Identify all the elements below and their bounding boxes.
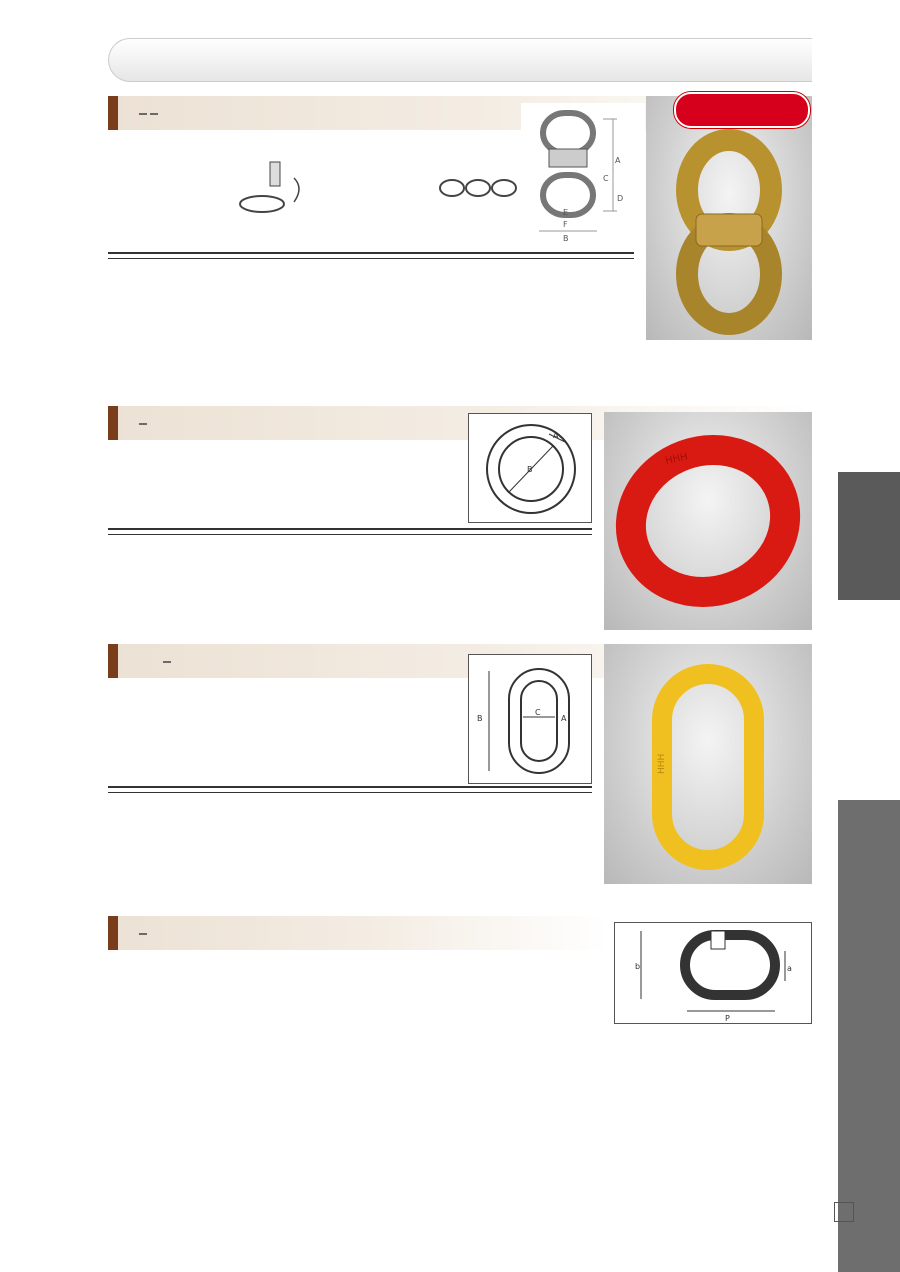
coupling-badge-ct xyxy=(139,113,147,115)
coupling-photo-svg xyxy=(646,96,812,340)
ring-label-b: B xyxy=(527,465,533,474)
coupling-col-f xyxy=(491,253,539,259)
master-label-b: B xyxy=(477,714,483,723)
ring-photo xyxy=(604,412,812,630)
side-tab-head xyxy=(838,472,900,600)
master-col-load xyxy=(350,787,411,793)
chain-label-d: d xyxy=(715,990,721,999)
coupling-col-weight xyxy=(538,253,586,259)
ring-col-price xyxy=(523,529,592,535)
section-header-chain xyxy=(108,916,608,950)
coupling-table xyxy=(108,252,634,259)
coupling-col-load xyxy=(204,253,252,259)
master-col-weight xyxy=(471,787,532,793)
coupling-label-a: A xyxy=(615,156,621,165)
coupling-photo xyxy=(646,96,812,340)
coupling-col-c xyxy=(347,253,395,259)
ring-col-b xyxy=(246,529,315,535)
master-photo-text: HHH xyxy=(657,753,667,774)
ring-col-load xyxy=(315,529,384,535)
coupling-diagram-svg xyxy=(521,103,645,243)
coupling-col-b xyxy=(299,253,347,259)
master-col-b xyxy=(229,787,290,793)
chain-label-b: b xyxy=(635,962,641,971)
chain-label-p: P xyxy=(725,1014,730,1023)
coupling-label-d: D xyxy=(617,194,624,203)
coupling-label-b: B xyxy=(563,234,569,243)
ring-col-a xyxy=(177,529,246,535)
coupling-col-e xyxy=(443,253,491,259)
header-banner xyxy=(108,38,812,82)
chain-diagram xyxy=(614,922,812,1024)
coupling-label-e: E xyxy=(563,208,569,217)
master-photo xyxy=(604,644,812,884)
coupling-label-c: C xyxy=(603,174,609,183)
master-table xyxy=(108,786,592,793)
coupling-col-model xyxy=(108,253,156,259)
ring-col-break xyxy=(385,529,454,535)
patent-pending-badge xyxy=(674,92,810,128)
coupling-diagram xyxy=(521,103,645,243)
coupling-label-f: F xyxy=(563,220,568,229)
master-col-c xyxy=(290,787,351,793)
ring-table xyxy=(108,528,592,535)
chain-badge xyxy=(139,933,147,935)
ring-col-model xyxy=(108,529,177,535)
master-label-c: C xyxy=(535,708,541,717)
master-col-break xyxy=(411,787,472,793)
ring-diagram xyxy=(468,413,592,523)
master-diagram xyxy=(468,654,592,784)
ring-photo-text: HHH xyxy=(664,451,689,467)
coupling-col-chain xyxy=(156,253,204,259)
coupling-badge-cc xyxy=(150,113,158,115)
page-number xyxy=(834,1202,854,1222)
ring-label-a: A xyxy=(553,431,559,440)
master-col-price xyxy=(532,787,593,793)
coupling-col-price xyxy=(586,253,634,259)
ring-col-weight xyxy=(454,529,523,535)
ring-badge xyxy=(139,423,147,425)
coupling-step1-illustration xyxy=(236,158,314,218)
master-label-a: A xyxy=(561,714,567,723)
master-badge xyxy=(163,661,171,663)
coupling-col-d xyxy=(395,253,443,259)
master-col-a xyxy=(169,787,230,793)
master-col-model xyxy=(108,787,169,793)
coupling-col-a xyxy=(251,253,299,259)
chain-label-a: a xyxy=(787,964,792,973)
coupling-step2-illustration xyxy=(436,170,520,206)
